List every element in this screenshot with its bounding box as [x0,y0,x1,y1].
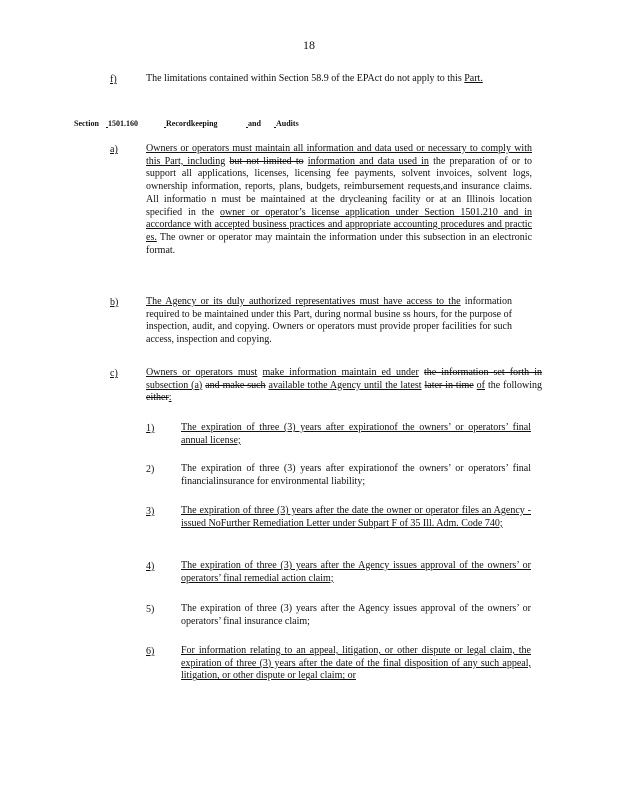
sub-c-marker: c) [110,368,118,379]
section-title-1: Recordkeeping [166,119,218,128]
section-label: Section [74,119,99,128]
item-f-plain: The limitations contained within Section 58.9 of the EPAct do not apply to this [146,73,462,84]
item-f-marker: f) [110,74,117,85]
sub-c-strike-3: later in time [424,379,474,391]
sub-c-strike-2: and make such [205,379,266,391]
sub-c-under-2: make information maintain ed under [262,367,419,378]
list-item-6-text: For information relating to an appeal, litigation, or other dispute or legal claim, the expiration of three (3) years after the date of the final disposition of any such appeal, litigation, or other dispute or legal claim; or [181,645,531,682]
sub-a-text [146,143,532,257]
sub-c-under-1: Owners or operators must [146,367,258,378]
sub-c-text [146,367,542,405]
sub-c-under-3: subsection (a) [146,379,203,391]
list-item-3-marker: 3) [146,506,155,517]
list-item-2-text: The expiration of three (3) years after expirationof the owners’ or operators’ final financialinsurance for environmental liability; [181,463,531,487]
item-f-text [146,73,526,86]
sub-b-text [146,296,512,347]
sub-a-under-3: owner or operator’s license application under Section 1501.210 and in accordance with accepted business practices and appropriate accounting procedures and practic es. [146,206,532,243]
section-title-2: and [248,119,261,128]
list-item-5-marker: 5) [146,604,155,615]
list-item-5-text: The expiration of three (3) years after the Agency issues approval of the owners’ or operators’ final insurance claim; [181,603,531,627]
sub-c-strike-1: the information set forth in [423,367,543,378]
sub-a-under-2: information and data used in [307,155,429,167]
list-item-2-marker: 2) [146,464,155,475]
list-item-4-marker: 4) [146,561,155,572]
sub-a-plain-1: the preparation of or to support all applications, licenses, licensing fee payments, solvent invoices, solvent logs, ownership information, reports, plans, budgets, reimbursement requests,and insurance claims. All informatio n must be maintained at the drycleaning facility or at an Illinois location specified in the [146,155,533,218]
sub-c-strike-4: either [146,392,169,404]
sub-c-plain: the following [487,379,543,391]
list-item-4-text: The expiration of three (3) years after the Agency issues approval of the owners’ or operators’ final remedial action claim; [181,560,531,584]
sub-b-marker: b) [110,297,119,308]
list-item-6-marker: 6) [146,646,155,657]
sub-c-end: : [168,392,172,404]
list-item-1-marker: 1) [146,423,155,434]
sub-b-under: The Agency or its duly authorized representatives must have access to the [146,296,461,307]
sub-c-under-5: of [476,379,485,391]
list-item-1-text: The expiration of three (3) years after expirationof the owners’ or operators’ final annual license; [181,422,531,446]
sub-c-under-4: available tothe Agency until the latest [268,379,422,391]
section-title-3: Audits [276,119,299,128]
sub-a-plain-2: The owner or operator may maintain the information under this subsection in an electronic format. [146,231,533,256]
sub-a-under-1: Owners or operators must maintain all information and data used or necessary to comply with this Part, including [146,143,532,167]
list-item-3-text: The expiration of three (3) years after the date the owner or operator files an Agency -issued NoFurther Remediation Letter under Subpart F of 35 Ill. Adm. Code 740; [181,505,531,529]
section-number: 1501.160 [108,119,138,128]
sub-a-marker: a) [110,144,118,155]
sub-b-plain: information required to be maintained under this Part, during normal busine ss hours, for the purpose of inspection, audit, and copying. Owners or operators must provide proper facilities for such access, inspection and copying. [146,296,513,346]
item-f-under: Part. [464,73,483,84]
section-heading [74,119,304,129]
page-number: 18 [303,38,315,52]
sub-a-strike-1: but not limited to [229,155,304,167]
